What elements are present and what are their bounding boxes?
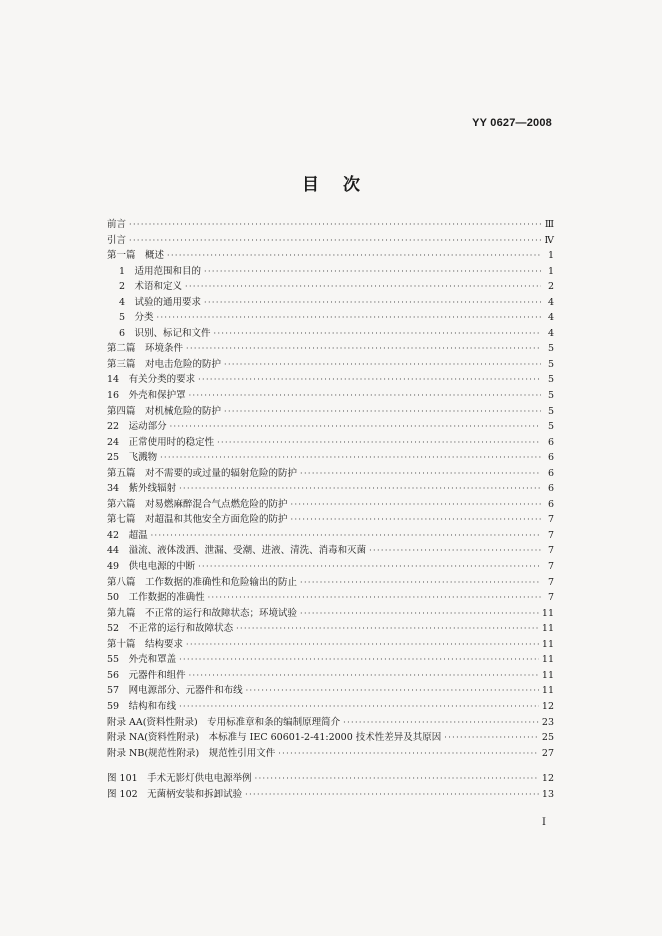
toc-entry[interactable] [107,575,554,591]
toc-entry[interactable] [107,543,554,559]
toc-title [0,170,662,195]
toc-entry-label: 42 超温 [107,529,148,541]
dot-leader [300,575,541,591]
dot-leader [208,590,541,606]
toc-entry-page: 4 [547,312,554,324]
toc-entry-page: Ⅲ [544,219,554,230]
dot-leader [170,419,541,435]
toc-entry[interactable] [107,621,554,637]
toc-entry[interactable] [107,310,554,326]
toc-entry-label: 16 外壳和保护罩 [107,390,186,402]
toc-entry-page: 5 [547,358,554,370]
toc-entry-page: 13 [541,788,554,800]
dot-leader [160,450,541,466]
toc-entry-label: 1 适用范围和目的 [119,265,202,277]
toc-entry-label: 引言 [107,234,127,246]
toc-entry[interactable] [107,357,554,373]
toc-entry[interactable] [107,606,554,622]
toc-title-char-2: 次 [343,175,360,195]
toc-entry-page: 1 [547,265,554,277]
dot-leader [245,787,539,803]
toc-entry-label: 2 术语和定义 [119,281,183,293]
toc-entry-label: 25 飞溅物 [107,452,158,464]
toc-entry-label: 57 网电源部分、元器件和布线 [107,685,243,697]
dot-leader [224,404,541,420]
dot-leader [214,326,541,342]
toc-entry[interactable] [107,264,554,280]
toc-entry-page: 7 [547,576,554,588]
dot-leader [179,652,539,668]
section-gap [107,761,554,771]
toc-entry-page: 6 [547,452,554,464]
dot-leader [198,559,541,575]
dot-leader [343,715,539,731]
toc-entry[interactable] [107,746,554,762]
toc-entry-page: 5 [547,374,554,386]
page-number: I [542,817,546,828]
toc-entry-page: 5 [547,343,554,355]
toc-entry-page: 7 [547,514,554,526]
toc-entry-page: 6 [547,467,554,479]
dot-leader [167,248,541,264]
toc-entry-label: 24 正常使用时的稳定性 [107,436,215,448]
toc-entry-page: 5 [547,405,554,417]
toc-entry-page: 7 [547,561,554,573]
toc-entry-page: 7 [547,529,554,541]
toc-entry-label: 52 不正常的运行和故障状态 [107,623,234,635]
toc-entry-page: 6 [547,483,554,495]
toc-entry-label: 第一篇 概述 [107,250,165,262]
toc-entry-label: 22 运动部分 [107,421,167,433]
toc-entry[interactable] [107,683,554,699]
toc-entry[interactable] [107,217,554,233]
toc-entry-page: 11 [541,623,554,635]
toc-entry-label: 59 结构和布线 [107,700,177,712]
dot-leader [278,746,539,762]
toc-entry-page: 5 [547,421,554,433]
toc-entry-page: 11 [541,654,554,666]
toc-entry[interactable] [107,233,554,249]
toc-entry-label: 第六篇 对易燃麻醉混合气点燃危险的防护 [107,498,288,510]
toc-entry-page: 7 [547,545,554,557]
dot-leader [204,264,541,280]
toc-entry-page: 2 [547,281,554,293]
toc-entry-label: 图 101 手术无影灯供电电源举例 [107,773,252,785]
dot-leader [129,217,541,233]
dot-leader [189,388,541,404]
toc-entry-page: 4 [547,327,554,339]
toc-entry[interactable] [107,699,554,715]
standard-code: YY 0627—2008 [472,117,552,129]
toc-entry-page: 11 [541,607,554,619]
toc-entry-page: 7 [547,592,554,604]
toc-entry-label: 图 102 无菌柄安装和拆卸试验 [107,788,243,800]
toc-entry-label: 44 溢流、液体泼洒、泄漏、受潮、进液、清洗、消毒和灭菌 [107,545,367,557]
toc-entry-label: 6 识别、标记和文件 [119,327,211,339]
toc-entry[interactable] [107,295,554,311]
dot-leader [157,310,541,326]
toc-entry[interactable] [107,512,554,528]
toc-entry[interactable] [107,668,554,684]
toc-entry-page: Ⅳ [544,234,554,246]
toc-entry[interactable] [107,559,554,575]
toc-entry-page: 23 [541,716,554,728]
toc-entry[interactable] [107,715,554,731]
toc-entry[interactable] [107,466,554,482]
toc-entry[interactable] [107,372,554,388]
toc-entry-label: 55 外壳和罩盖 [107,654,177,666]
toc-entry[interactable] [107,279,554,295]
toc-entry-label: 4 试验的通用要求 [119,296,202,308]
toc-entry-label: 第七篇 对超温和其他安全方面危险的防护 [107,514,288,526]
toc-entry-label: 49 供电电源的中断 [107,561,196,573]
toc-entry-page: 27 [541,747,554,759]
figure-entry[interactable] [107,787,554,803]
toc-entry-label: 第三篇 对电击危险的防护 [107,358,222,370]
dot-leader [246,683,539,699]
dot-leader [255,771,539,787]
toc-entry-label: 第二篇 环境条件 [107,343,184,355]
toc-entry-label: 第五篇 对不需要的或过量的辐射危险的防护 [107,467,298,479]
dot-leader [204,295,541,311]
dot-leader [369,543,541,559]
dot-leader [186,341,541,357]
dot-leader [300,466,541,482]
toc-entry-label: 附录 NA(资料性附录) 本标准与 IEC 60601-2-41:2000 技术性差异及其原因 [107,732,442,744]
toc-entry-page: 25 [541,732,554,744]
toc-entry[interactable] [107,450,554,466]
toc-entry-label: 34 紫外线辐射 [107,483,177,495]
toc-entry-page: 6 [547,436,554,448]
toc-entry[interactable] [107,435,554,451]
dot-leader [291,497,541,513]
dot-leader [179,481,541,497]
figure-entry[interactable] [107,771,554,787]
dot-leader [189,668,539,684]
toc-entry-page: 12 [541,773,554,785]
toc-entry-label: 5 分类 [119,312,154,324]
dot-leader [179,699,539,715]
toc-entry[interactable] [107,326,554,342]
toc-entry-page: 12 [541,700,554,712]
dot-leader [291,512,541,528]
toc-entry[interactable] [107,590,554,606]
toc-entry[interactable] [107,481,554,497]
toc-title-char-1: 目 [302,175,319,195]
toc-entry-label: 附录 NB(规范性附录) 规范性引用文件 [107,747,276,759]
toc-entry-label: 附录 AA(资料性附录) 专用标准章和条的编制原理简介 [107,716,341,728]
dot-leader [151,528,541,544]
dot-leader [186,637,539,653]
toc-entry[interactable] [107,652,554,668]
toc-entry-label: 56 元器件和组件 [107,669,186,681]
toc-entry-label: 第九篇 不正常的运行和故障状态；环境试验 [107,607,298,619]
dot-leader [198,372,541,388]
toc-entry-label: 第八篇 工作数据的准确性和危险输出的防止 [107,576,298,588]
toc-entry[interactable] [107,419,554,435]
toc-entry-label: 第十篇 结构要求 [107,638,184,650]
table-of-contents [107,217,554,802]
toc-entry-label: 第四篇 对机械危险的防护 [107,405,222,417]
toc-entry-page: 4 [547,296,554,308]
toc-entry-page: 11 [541,685,554,697]
toc-entry-page: 5 [547,390,554,402]
toc-entry-page: 11 [541,669,554,681]
toc-entry-page: 11 [541,638,554,650]
toc-entry[interactable] [107,248,554,264]
toc-entry-page: 1 [547,250,554,262]
toc-entry[interactable] [107,388,554,404]
toc-entry[interactable] [107,528,554,544]
dot-leader [129,233,541,249]
dot-leader [300,606,539,622]
dot-leader [444,730,539,746]
dot-leader [217,435,541,451]
toc-entry[interactable] [107,404,554,420]
toc-entry-label: 14 有关分类的要求 [107,374,196,386]
toc-entry-label: 前言 [107,219,127,230]
dot-leader [185,279,541,295]
toc-entry[interactable] [107,341,554,357]
toc-entry-label: 50 工作数据的准确性 [107,592,205,604]
toc-entry[interactable] [107,637,554,653]
toc-entry[interactable] [107,730,554,746]
dot-leader [224,357,541,373]
toc-entry[interactable] [107,497,554,513]
dot-leader [236,621,539,637]
toc-entry-page: 6 [547,498,554,510]
